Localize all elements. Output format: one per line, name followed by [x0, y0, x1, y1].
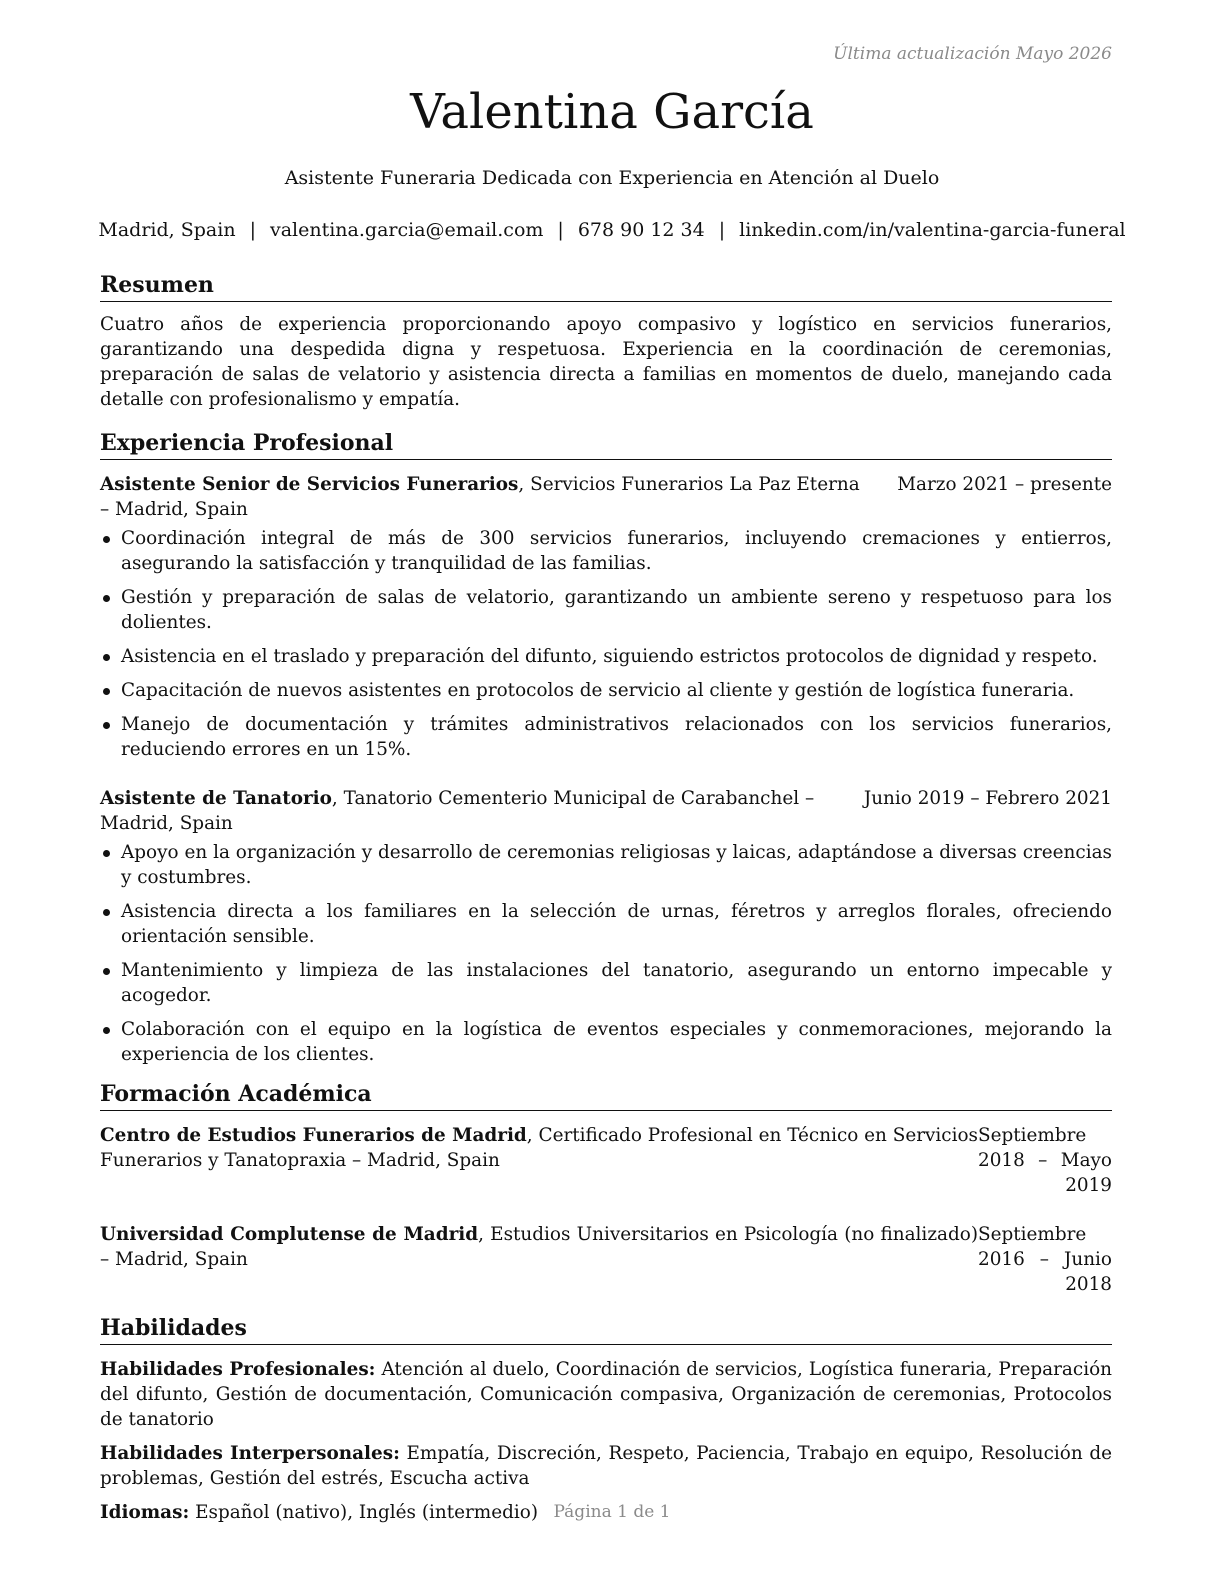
skill-group [100, 1357, 1112, 1432]
job-dates: Marzo 2021 – presente [897, 474, 1112, 495]
separator: | [557, 219, 564, 241]
list-item: Asistencia directa a los familiares en la selección de urnas, féretros y arreglos florales, ofreciendo orientación sensible. [100, 899, 1112, 949]
experience-section [100, 428, 1112, 1067]
section-heading-education: Formación Académica [100, 1079, 1112, 1111]
list-item: Capacitación de nuevos asistentes en protocolos de servicio al cliente y gestión de logística funeraria. [100, 678, 1112, 703]
job-bullets [100, 526, 1112, 762]
skill-label: Habilidades Interpersonales: [100, 1443, 400, 1464]
list-item: Asistencia en el traslado y preparación del difunto, siguiendo estrictos protocolos de dignidad y respeto. [100, 644, 1112, 669]
job-bullets [100, 840, 1112, 1067]
job-title: Asistente Senior de Servicios Funerarios [100, 474, 519, 495]
person-name: Valentina García [410, 84, 814, 140]
separator: | [718, 219, 726, 241]
education-detail: , Estudios Universitarios en Psicología (no finalizado) – Madrid, Spain [100, 1224, 978, 1270]
contact-location: Madrid, Spain [98, 219, 236, 241]
education-description [100, 1222, 978, 1297]
education-description [100, 1123, 978, 1198]
contact-email[interactable]: valentina.garcia@email.com [269, 219, 544, 241]
contact-line [0, 219, 1224, 241]
education-dates: Septiembre 2016 – Junio 2018 [978, 1224, 1112, 1295]
skill-text: Empatía, Discreción, Respeto, Paciencia, Trabajo en equipo, Resolución de problemas, Gestión del estrés, Escucha activa [100, 1443, 1112, 1489]
education-entry [100, 1222, 1112, 1297]
list-item: Colaboración con el equipo en la logística de eventos especiales y conmemoraciones, mejorando la experiencia de los clientes. [100, 1017, 1112, 1067]
education-entry [100, 1123, 1112, 1198]
job-title-line [100, 786, 864, 836]
school-name: Universidad Complutense de Madrid [100, 1224, 479, 1245]
summary-text: Cuatro años de experiencia proporcionando apoyo compasivo y logístico en servicios funerarios, garantizando una despedida digna y respetuosa. Experiencia en la coordinación de ceremonias, preparación de salas de velatorio y asistencia directa a familias en momentos de duelo, manejando cada detalle con profesionalismo y empatía. [100, 314, 1112, 410]
job-title-line [100, 472, 897, 522]
job-title: Asistente de Tanatorio [100, 788, 332, 809]
school-name: Centro de Estudios Funerarios de Madrid [100, 1125, 527, 1146]
resume-body [100, 270, 1112, 1525]
headline: Asistente Funeraria Dedicada con Experiencia en Atención al Duelo [284, 167, 940, 189]
skill-text: Español (nativo), Inglés (intermedio) [189, 1502, 539, 1523]
separator: | [249, 219, 256, 241]
list-item: Coordinación integral de más de 300 servicios funerarios, incluyendo cremaciones y entierros, asegurando la satisfacción y tranquilidad de las familias. [100, 526, 1112, 576]
list-item: Apoyo en la organización y desarrollo de ceremonias religiosas y laicas, adaptándose a diversas creencias y costumbres. [100, 840, 1112, 890]
page-number: Página 1 de 1 [553, 1502, 671, 1522]
skills-section [100, 1313, 1112, 1525]
job-entry [100, 472, 1112, 762]
skill-group [100, 1441, 1112, 1491]
skill-text: Atención al duelo, Coordinación de servicios, Logística funeraria, Preparación del difunto, Gestión de documentación, Comunicación compasiva, Organización de ceremonias, Protocolos de tanatorio [100, 1359, 1112, 1430]
job-header [100, 472, 1112, 522]
skill-label: Idiomas: [100, 1502, 190, 1523]
section-heading-skills: Habilidades [100, 1313, 1112, 1345]
list-item: Mantenimiento y limpieza de las instalaciones del tanatorio, asegurando un entorno impecable y acogedor. [100, 958, 1112, 1008]
section-heading-experience: Experiencia Profesional [100, 428, 1112, 460]
summary-section [100, 270, 1112, 412]
education-detail: , Certificado Profesional en Técnico en Servicios Funerarios y Tanatopraxia – Madrid, Spain [100, 1125, 978, 1171]
job-dates: Junio 2019 – Febrero 2021 [863, 788, 1112, 809]
job-entry [100, 786, 1112, 1067]
last-updated: Última actualización Mayo 2026 [833, 44, 1112, 64]
contact-phone: 678 90 12 34 [577, 219, 705, 241]
skill-label: Habilidades Profesionales: [100, 1359, 376, 1380]
job-org: , Servicios Funerarios La Paz Eterna – Madrid, Spain [100, 474, 860, 520]
list-item: Gestión y preparación de salas de velatorio, garantizando un ambiente sereno y respetuoso para los dolientes. [100, 585, 1112, 635]
job-org: , Tanatorio Cementerio Municipal de Carabanchel – Madrid, Spain [100, 788, 815, 834]
contact-linkedin[interactable]: linkedin.com/in/valentina-garcia-funeral [739, 219, 1126, 241]
job-header [100, 786, 1112, 836]
education-section [100, 1079, 1112, 1297]
education-dates: Septiembre 2018 – Mayo 2019 [978, 1125, 1112, 1196]
list-item: Manejo de documentación y trámites administrativos relacionados con los servicios funerarios, reduciendo errores en un 15%. [100, 712, 1112, 762]
section-heading-summary: Resumen [100, 270, 1112, 302]
